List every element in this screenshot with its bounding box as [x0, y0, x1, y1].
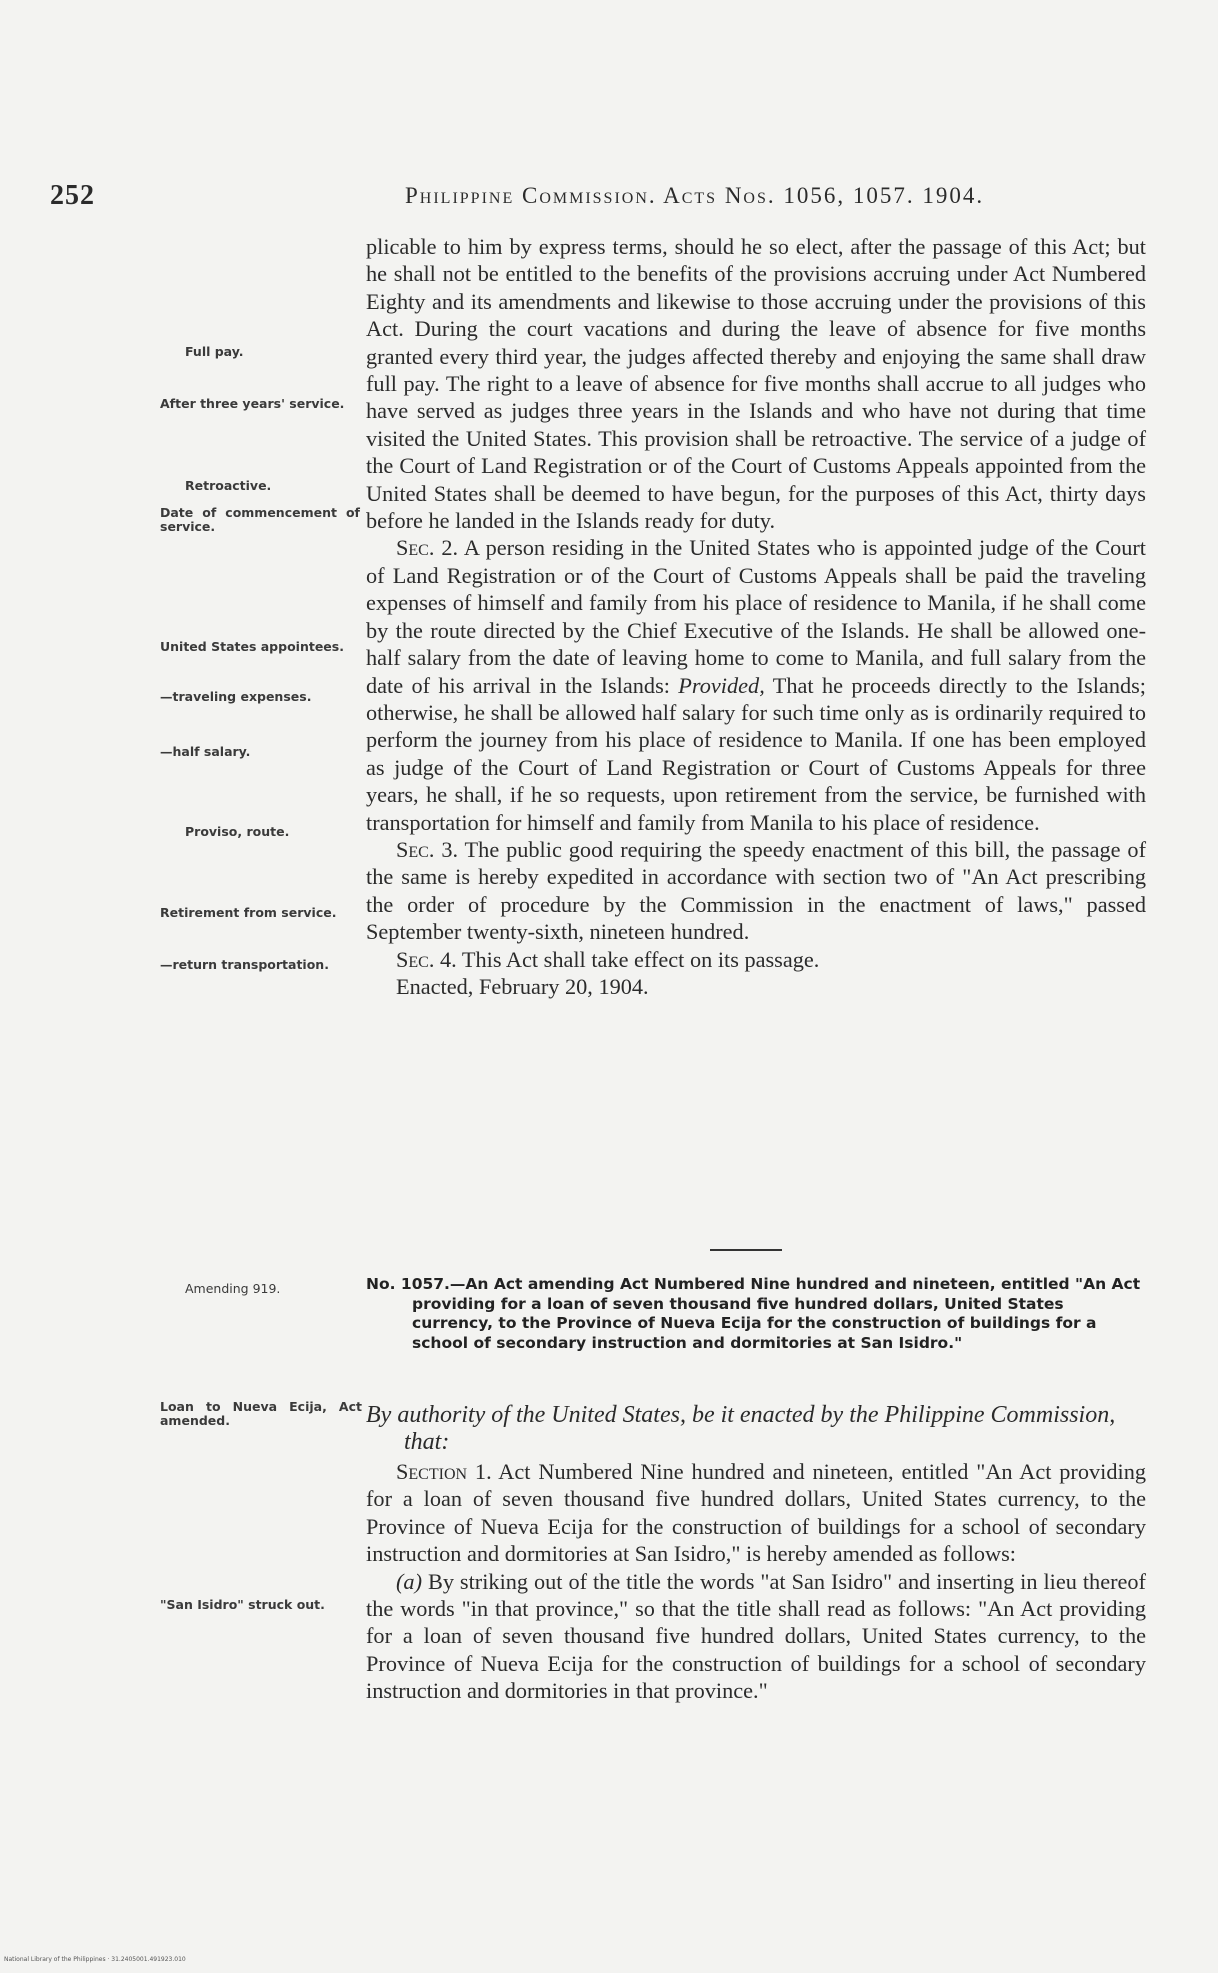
act-1056-body [366, 233, 1146, 1000]
section-label: Sec. 2. [396, 535, 459, 561]
scan-source-line: National Library of the Philippines · 31.2405001.491923.010 [4, 1956, 186, 1963]
margin-note: United States appointees. [160, 639, 344, 654]
clause-a [366, 1568, 1146, 1705]
section-4 [366, 946, 1146, 973]
margin-note: Amending 919. [185, 1281, 281, 1296]
section-2 [366, 534, 1146, 835]
section-text: This Act shall take effect on its passage. [461, 946, 820, 972]
section-label: Sec. 4. [396, 946, 457, 972]
section-text: That he proceeds directly to the Islands; otherwise, he shall be allowed half salary for such time only as is ordinarily required to perform the journey from his place of residence to Manila. If one has been employed as judge of the Court of Land Registration or Court of Customs Appeals for three years, he shall, if he so requests, upon retirement from the service, be furnished with transportation for himself and family from Manila to his place of residence. [366, 672, 1146, 835]
act-1057-body [366, 1458, 1146, 1705]
section-label: Sec. 3. [396, 836, 459, 862]
margin-note: Full pay. [185, 344, 244, 359]
section-text: Act Numbered Nine hundred and nineteen, entitled "An Act providing for a loan of seven thousand five hundred dollars, United States currency, to the Province of Nueva Ecija for the construction of buildings for a school of secondary instruction and dormitories at San Isidro," is hereby amended as follows: [366, 1459, 1146, 1567]
continuation-paragraph: plicable to him by express terms, should he so elect, after the passage of this Act; but he shall not be entitled to the benefits of the provisions accruing under Act Numbered Eighty and its amendments and likewise to those accruing under the provisions of this Act. During the court vacations and during the leave of absence for five months granted every third year, the judges affected thereby and enjoying the same shall draw full pay. The right to a leave of absence for five months shall accrue to all judges who have served as judges three years in the Islands and who have not during that time visited the United States. This provision shall be retroactive. The service of a judge of the Court of Land Registration or of the Court of Customs Appeals appointed from the United States shall be deemed to have begun, for the purposes of this Act, thirty days before he landed in the Islands ready for duty. [366, 234, 1146, 534]
enacted-date: Enacted, February 20, 1904. [396, 973, 649, 999]
margin-note: "San Isidro" struck out. [160, 1597, 325, 1612]
margin-note: —return transportation. [160, 957, 329, 972]
page-number: 252 [50, 180, 95, 211]
clause-label: (a) [396, 1568, 422, 1594]
running-head: Philippine Commission. Acts Nos. 1056, 1057. 1904. [405, 183, 985, 208]
section-label: Section 1. [396, 1459, 492, 1484]
enacting-text: By authority of the United States, be it enacted by the Philippine Commission, that: [366, 1402, 1116, 1455]
margin-note: —half salary. [160, 744, 251, 759]
margin-note: —traveling expenses. [160, 689, 312, 704]
margin-note: Date of commencement of service. [160, 505, 360, 534]
act-title: No. 1057.—An Act amending Act Numbered Nine hundred and nineteen, entitled "An Act providing for a loan of seven thousand five hundred dollars, United States currency, to the Province of Nueva Ecija for the construction of buildings for a school of secondary instruction and dormitories at San Isidro." [366, 1275, 1141, 1352]
margin-note: Loan to Nueva Ecija, Act amended. [160, 1399, 362, 1428]
section-divider [710, 1249, 782, 1251]
margin-note: Retirement from service. [160, 905, 337, 920]
margin-note: Proviso, route. [185, 824, 290, 839]
margin-note: After three years' service. [160, 396, 345, 411]
section-text: A person residing in the United States who is appointed judge of the Court of Land Registration or of the Court of Customs Appeals shall be paid the traveling expenses of himself and family from his place of residence to Manila, if he shall come by the route directed by the Chief Executive of the Islands. He shall be allowed one-half salary from the date of leaving home to come to Manila, and full salary from the date of his arrival in the Islands: [366, 535, 1147, 698]
section-text: The public good requiring the speedy enactment of this bill, the passage of the same is hereby expedited in accordance with section two of "An Act prescribing the order of procedure by the Commission in the enactment of laws," passed September twenty-sixth, nineteen hundred. [366, 836, 1147, 945]
section-3 [366, 836, 1146, 946]
margin-note: Retroactive. [185, 478, 272, 493]
enacting-clause [366, 1402, 1146, 1456]
clause-text: By striking out of the title the words "at San Isidro" and inserting in lieu thereof the words "in that province," so that the title shall read as follows: "An Act providing for a loan of seven thousand five hundred dollars, United States currency, to the Province of Nueva Ecija for the construction of buildings for a school of secondary instruction and dormitories in that province." [366, 1568, 1146, 1704]
act-1057-heading [366, 1275, 1146, 1353]
section-1 [366, 1458, 1146, 1568]
proviso-word: Provided, [678, 672, 765, 698]
